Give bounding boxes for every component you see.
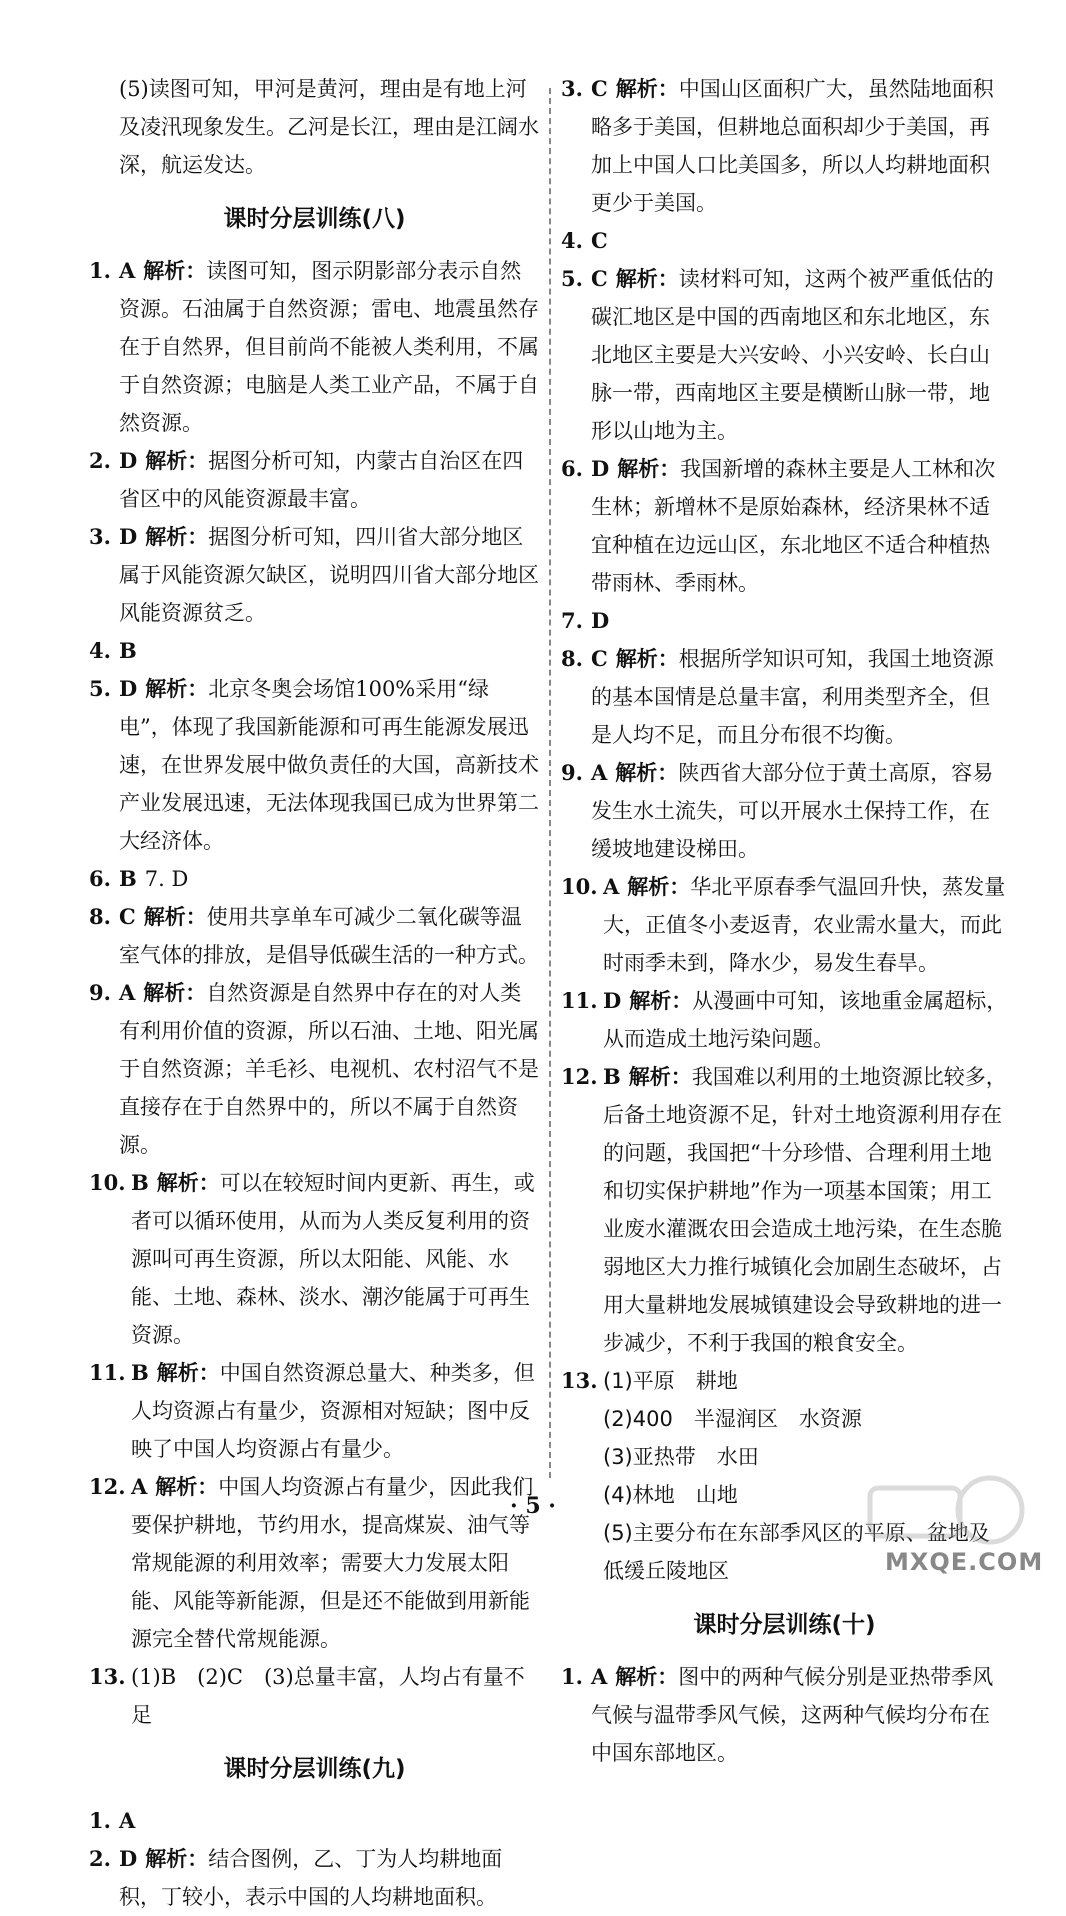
item-number: 4. [561,228,583,253]
answer-letter: C [591,76,608,101]
section-title-8: 课时分层训练(八) [223,206,406,232]
answer-item [89,860,540,898]
item-number: 5. [561,266,583,291]
section-10-answers [561,1658,1008,1772]
item-number: 1. [89,1808,111,1833]
analysis-label: 解析： [615,1664,679,1689]
answer-text: (1)B (2)C (3)总量丰富，人均占有量不足 [131,1665,525,1727]
answer-item [561,982,1008,1058]
analysis-label: 解析： [145,448,209,473]
page-number: · 5 · [510,1493,556,1519]
answer-text: 我国难以利用的土地资源比较多，后备土地资源不足，针对土地资源利用存在的问题，我国把“十分珍惜、合理利用土地和切实保护耕地”作为一项基本国策；用工业废水灌溉农田会造成土地污染，在生态脆弱地区大力推行城镇化会加剧生态破坏，占用大量耕地发展城镇建设会导致耕地的进一步减少，不利于我国的粮食安全。 [603,1065,1007,1355]
answer-item [89,974,540,1164]
answer-letter: C [591,646,608,671]
analysis-label: 解析： [143,904,207,929]
answer-letter: B [131,1360,149,1385]
answer-item [561,1658,1008,1772]
analysis-label: 解析： [145,676,209,701]
item-number: 2. [89,1846,111,1871]
section-title-9: 课时分层训练(九) [223,1756,406,1782]
answer-item [561,602,1008,640]
answer-text: 根据所学知识可知，我国土地资源的基本国情是总量丰富，利用类型齐全，但是人均不足，而且分布很不均衡。 [591,647,994,747]
item-number: 6. [89,866,111,891]
answer-item [89,670,540,860]
analysis-label: 解析： [143,980,207,1005]
answer-item [561,222,1008,260]
section-title-10: 课时分层训练(十) [693,1612,876,1638]
answer-item [561,70,1008,222]
q13-subanswer: (4)林地 山地 [603,1483,738,1507]
answer-text: 中国自然资源总量大、种类多，但人均资源占有量少，资源相对短缺；图中反映了中国人均资源占有量少。 [131,1361,535,1461]
analysis-label: 解析： [615,76,679,101]
item-number: 12. [561,1064,598,1089]
item-number: 13. [89,1664,126,1689]
q13-subanswer: (1)平原 耕地 [603,1369,738,1393]
analysis-label: 解析： [629,988,693,1013]
answer-text: 7. D [144,867,189,891]
answer-text: 图中的两种气候分别是亚热带季风气候与温带季风气候，这两种气候均分布在中国东部地区。 [591,1665,994,1765]
item-number: 5. [89,676,111,701]
left-column [89,70,540,1916]
answer-text: 华北平原春季气温回升快，蒸发量大，正值冬小麦返青，农业需水量大，而此时雨季未到，降水少，易发生春旱。 [603,875,1006,975]
answer-text: 陕西省大部分位于黄土高原，容易发生水土流失，可以开展水土保持工作，在缓坡地建设梯田。 [591,761,994,861]
analysis-label: 解析： [145,1846,209,1871]
item-number: 10. [561,874,598,899]
item-number: 1. [561,1664,583,1689]
answer-letter: D [119,524,138,549]
item-number: 7. [561,608,583,633]
analysis-label: 解析： [615,646,679,671]
answer-letter: B [119,638,137,663]
answer-text: 我国新增的森林主要是人工林和次生林；新增林不是原始森林，经济果林不适宜种植在边远山区，东北地区不适合种植热带雨林、季雨林。 [591,457,996,595]
section-9-answers-cont [561,70,1008,1362]
answer-text: 读材料可知，这两个被严重低估的碳汇地区是中国的西南地区和东北地区，东北地区主要是大兴安岭、小兴安岭、长白山脉一带，西南地区主要是横断山脉一带，地形以山地为主。 [591,267,994,443]
item-number: 11. [561,988,598,1013]
item-number: 3. [89,524,111,549]
analysis-label: 解析： [615,760,679,785]
answer-item [89,1658,540,1734]
analysis-label: 解析： [617,456,681,481]
item-number: 3. [561,76,583,101]
answer-item [561,1058,1008,1362]
answer-letter: C [591,228,608,253]
answer-text: 结合图例，乙、丁为人均耕地面积，丁较小，表示中国的人均耕地面积。 [119,1847,503,1909]
answer-text: 使用共享单车可减少二氧化碳等温室气体的排放，是倡导低碳生活的一种方式。 [119,905,539,967]
answer-text: 北京冬奥会场馆100%采用“绿电”，体现了我国新能源和可再生能源发展迅速，在世界发展中做负责任的大国，高新技术产业发展迅速，无法体现我国已成为世界第二大经济体。 [119,677,539,853]
answer-letter: D [119,1846,138,1871]
answer-text: 中国人均资源占有量少，因此我们要保护耕地，节约用水，提高煤炭、油气等常规能源的利用效率；需要大力发展太阳能、风能等新能源，但是还不能做到用新能源完全替代常规能源。 [131,1475,534,1651]
answer-item [561,260,1008,450]
q13-subanswer: (5)主要分布在东部季风区的平原、盆地及低缓丘陵地区 [603,1521,990,1583]
answer-letter: D [119,448,138,473]
item-number: 12. [89,1474,126,1499]
answer-text: 读图可知，图示阴影部分表示自然资源。石油属于自然资源；雷电、地震虽然存在于自然界，但目前尚不能被人类利用，不属于自然资源；电脑是人类工业产品，不属于自然资源。 [119,259,539,435]
q13-subanswer: (2)400 半湿润区 水资源 [603,1407,862,1431]
answer-letter: B [119,866,137,891]
answer-text: 据图分析可知，内蒙古自治区在四省区中的风能资源最丰富。 [119,449,524,511]
answer-letter: D [603,988,622,1013]
answer-text: 自然资源是自然界中存在的对人类有利用价值的资源，所以石油、土地、阳光属于自然资源；羊毛衫、电视机、农村沼气不是直接存在于自然界中的，所以不属于自然资源。 [119,981,539,1157]
item-number: 6. [561,456,583,481]
answer-letter: A [119,1808,136,1833]
analysis-label: 解析： [627,874,691,899]
analysis-label: 解析： [628,1064,692,1089]
item-number: 10. [89,1170,126,1195]
answer-item [89,1802,540,1840]
watermark-text: MXQE.COM [885,1548,1044,1576]
answer-item [89,1354,540,1468]
answer-letter: A [119,258,136,283]
answer-item [89,518,540,632]
section-9-answers [89,1802,540,1916]
answer-letter: B [131,1170,149,1195]
continuation-paragraph: (5)读图可知，甲河是黄河，理由是有地上河及凌汛现象发生。乙河是长江，理由是江阔水深，航运发达。 [119,77,539,177]
answer-item [89,442,540,518]
answer-letter: A [131,1474,148,1499]
item-number: 13. [561,1368,598,1393]
answer-letter: B [603,1064,621,1089]
item-number: 4. [89,638,111,663]
answer-letter: A [119,980,136,1005]
analysis-label: 解析： [156,1170,220,1195]
answer-letter: D [591,456,610,481]
answer-item [89,1164,540,1354]
answer-letter: A [591,1664,608,1689]
answer-letter: A [603,874,620,899]
answer-item [561,868,1008,982]
answer-text: 可以在较短时间内更新、再生，或者可以循环使用，从而为人类反复利用的资源叫可再生资源，所以太阳能、风能、水能、土地、森林、淡水、潮汐能属于可再生资源。 [131,1171,535,1347]
column-divider [549,88,551,1478]
answer-text: 中国山区面积广大，虽然陆地面积略多于美国，但耕地总面积却少于美国，再加上中国人口比美国多，所以人均耕地面积更少于美国。 [591,77,994,215]
analysis-label: 解析： [615,266,679,291]
item-number: 9. [89,980,111,1005]
answer-item [561,640,1008,754]
item-number: 8. [89,904,111,929]
answer-letter: C [119,904,136,929]
answer-letter: D [119,676,138,701]
analysis-label: 解析： [156,1360,220,1385]
answer-item [89,632,540,670]
answer-item [89,898,540,974]
item-number: 2. [89,448,111,473]
item-number: 8. [561,646,583,671]
answer-letter: C [591,266,608,291]
item-number: 1. [89,258,111,283]
answer-text: 从漫画中可知，该地重金属超标，从而造成土地污染问题。 [603,989,1008,1051]
item-number: 9. [561,760,583,785]
answer-text: 据图分析可知，四川省大部分地区属于风能资源欠缺区，说明四川省大部分地区风能资源贫乏。 [119,525,539,625]
analysis-label: 解析： [155,1474,219,1499]
analysis-label: 解析： [145,524,209,549]
q13-subanswer: (3)亚热带 水田 [603,1445,759,1469]
answer-letter: D [591,608,610,633]
answer-item [89,252,540,442]
answer-item [561,754,1008,868]
analysis-label: 解析： [143,258,207,283]
item-number: 11. [89,1360,126,1385]
answer-letter: A [591,760,608,785]
answer-item [89,1840,540,1916]
answer-item [561,450,1008,602]
